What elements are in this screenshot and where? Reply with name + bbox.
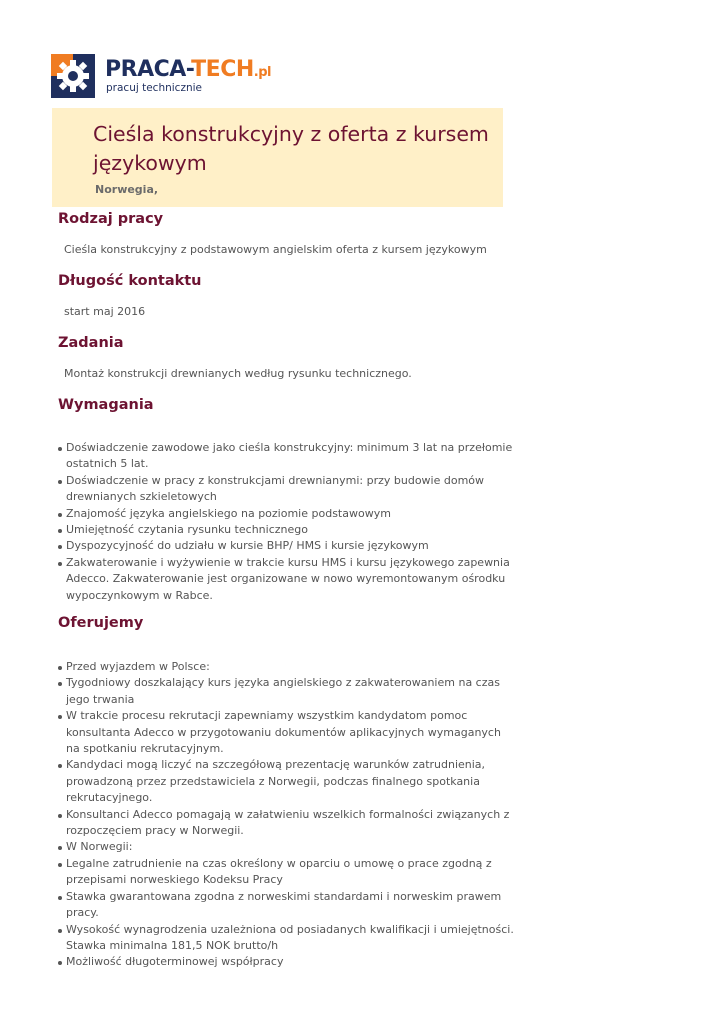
list-item: Konsultanci Adecco pomagają w załatwieniu wszelkich formalności związanych z rozpoczęciem pracy w Norwegii. xyxy=(57,807,517,840)
work-type-text: Cieśla konstrukcyjny z podstawowym angielskim oferta z kursem językowym xyxy=(64,243,487,256)
list-item: Wysokość wynagrodzenia uzależniona od posiadanych kwalifikacji i umiejętności. Stawka minimalna 181,5 NOK brutto/h xyxy=(57,922,517,955)
list-item: Doświadczenie w pracy z konstrukcjami drewnianymi: przy budowie domów drewnianych szkieletowych xyxy=(57,473,517,506)
list-item: Stawka gwarantowana zgodna z norweskimi standardami i norweskim prawem pracy. xyxy=(57,889,517,922)
list-item: Legalne zatrudnienie na czas określony w oparciu o umowę o prace zgodną z przepisami norweskiego Kodeksu Pracy xyxy=(57,856,517,889)
list-item: Doświadczenie zawodowe jako cieśla konstrukcyjny: minimum 3 lat na przełomie ostatnich 5 lat. xyxy=(57,440,517,473)
contract-length-heading: Długość kontaktu xyxy=(58,273,202,289)
list-item: W Norwegii: xyxy=(57,839,517,855)
job-location: Norwegia, xyxy=(95,183,159,196)
job-title: Cieśla konstrukcyjny z oferta z kursem językowym xyxy=(93,122,489,175)
list-item: Przed wyjazdem w Polsce: xyxy=(57,659,517,675)
contract-length-text: start maj 2016 xyxy=(64,305,146,318)
requirements-heading: Wymagania xyxy=(58,397,154,413)
brand-name xyxy=(105,58,271,85)
list-item: Kandydaci mogą liczyć na szczegółową prezentację warunków zatrudnienia, prowadzoną przez przedstawiciela z Norwegii, podczas finalnego spotkania rekrutacyjnego. xyxy=(57,757,517,806)
list-item: Dyspozycyjność do udziału w kursie BHP/ HMS i kursie językowym xyxy=(57,538,517,554)
offer-list xyxy=(57,659,517,971)
requirements-list xyxy=(57,440,517,604)
list-item: Zakwaterowanie i wyżywienie w trakcie kursu HMS i kursu językowego zapewnia Adecco. Zakwaterowanie jest organizowane w nowo wyremontowanym ośrodku wypoczynkowym w Rabce. xyxy=(57,555,517,604)
offer-heading: Oferujemy xyxy=(58,615,144,631)
tasks-heading: Zadania xyxy=(58,335,124,351)
gear-icon xyxy=(51,54,95,98)
list-item: Możliwość długoterminowej współpracy xyxy=(57,954,517,970)
list-item: Znajomość języka angielskiego na poziomie podstawowym xyxy=(57,506,517,522)
list-item: Tygodniowy doszkalający kurs języka angielskiego z zakwaterowaniem na czas jego trwania xyxy=(57,675,517,708)
list-item: W trakcie procesu rekrutacji zapewniamy wszystkim kandydatom pomoc konsultanta Adecco w przygotowaniu dokumentów aplikacyjnych wymaganych na spotkaniu rekrutacyjnym. xyxy=(57,708,517,757)
brand-tagline: pracuj technicznie xyxy=(106,82,202,94)
brand-name-suffix: .pl xyxy=(253,65,271,80)
work-type-heading: Rodzaj pracy xyxy=(58,211,164,227)
list-item: Umiejętność czytania rysunku technicznego xyxy=(57,522,517,538)
tasks-text: Montaż konstrukcji drewnianych według rysunku technicznego. xyxy=(64,367,412,380)
brand-name-part1: PRACA- xyxy=(105,57,192,82)
job-header xyxy=(52,108,503,207)
brand-name-part2: TECH xyxy=(191,57,254,82)
